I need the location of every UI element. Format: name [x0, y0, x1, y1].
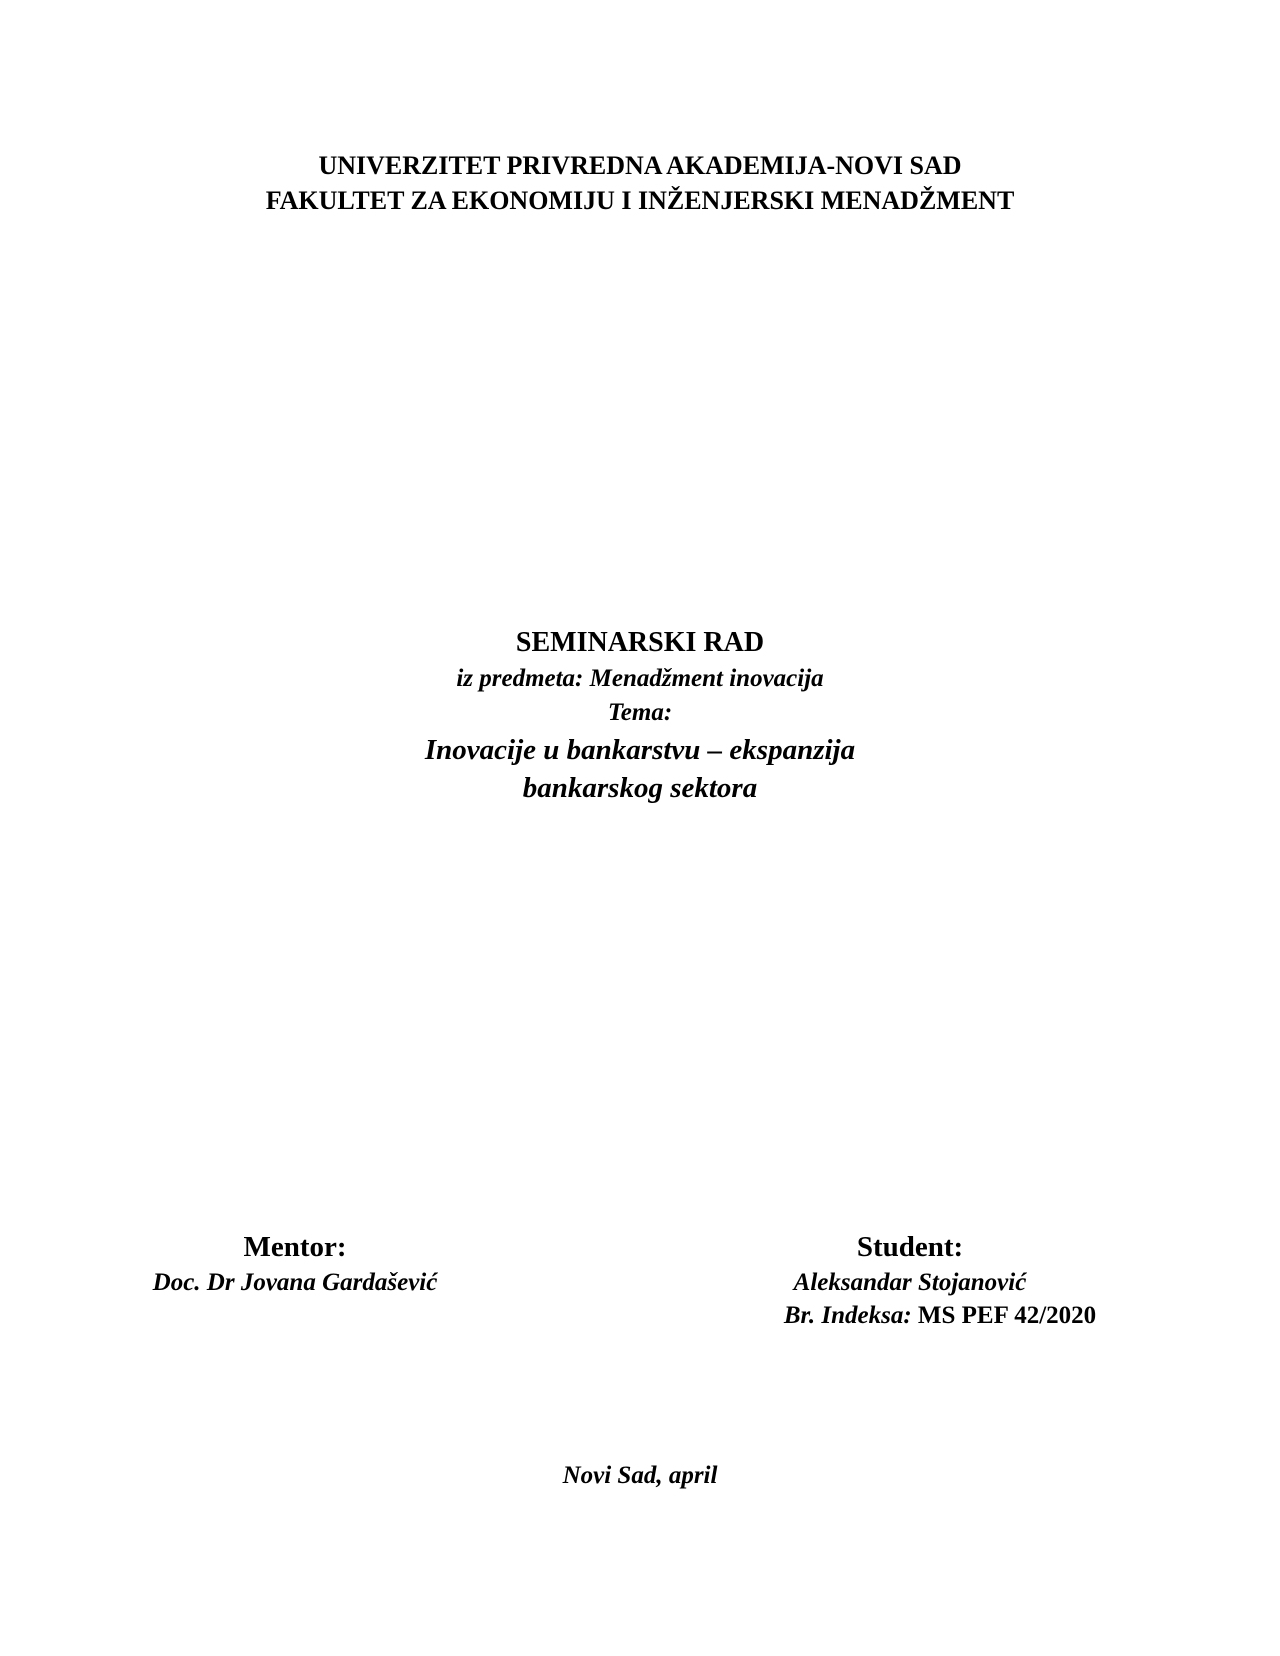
student-label: Student:	[856, 1231, 964, 1263]
university-name: UNIVERZITET PRIVREDNA AKADEMIJA-NOVI SAD	[318, 151, 962, 180]
place-date: Novi Sad, april	[562, 1462, 718, 1489]
index-value: MS PEF 42/2020	[917, 1302, 1097, 1329]
mentor-name: Doc. Dr Jovana Gardašević	[152, 1269, 438, 1296]
document-title: SEMINARSKI RAD	[515, 627, 765, 658]
topic-line-1: Inovacije u bankarstvu – ekspanzija	[424, 734, 856, 766]
subject-line: iz predmeta: Menadžment inovacija	[456, 665, 824, 692]
topic-label: Tema:	[607, 699, 673, 726]
student-index	[730, 1300, 1150, 1332]
student-name: Aleksandar Stojanović	[793, 1269, 1027, 1296]
mentor-label: Mentor:	[243, 1231, 347, 1263]
faculty-name: FAKULTET ZA EKONOMIJU I INŽENJERSKI MENADŽMENT	[265, 186, 1015, 215]
topic-line-2: bankarskog sektora	[522, 772, 758, 804]
index-label: Br. Indeksa:	[783, 1302, 912, 1329]
